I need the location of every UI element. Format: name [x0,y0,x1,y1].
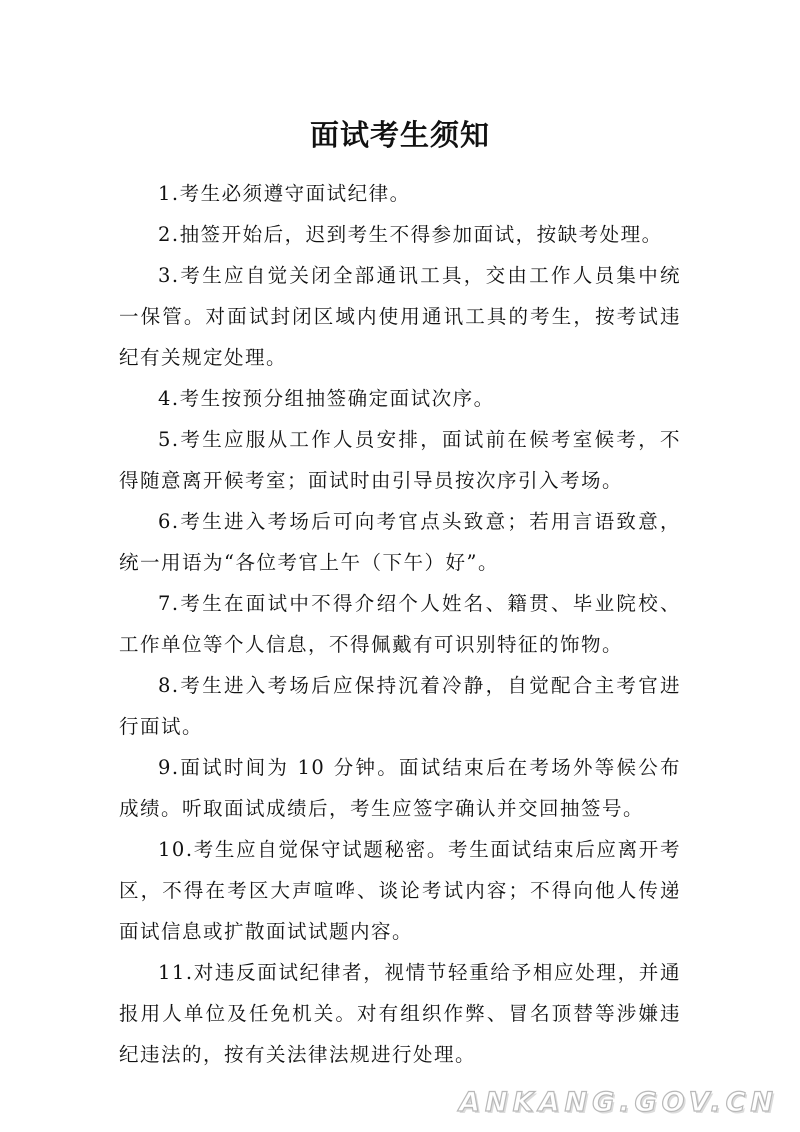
site-watermark: ANKANG.GOV.CN [459,1087,778,1118]
notice-list [119,173,681,1075]
notice-item-7: 7.考生在面试中不得介绍个人姓名、籍贯、毕业院校、工作单位等个人信息，不得佩戴有可识别特征的饰物。 [119,592,681,656]
notice-item-4: 4.考生按预分组抽签确定面试次序。 [158,387,495,410]
notice-item-6: 6.考生进入考场后可向考官点头致意；若用言语致意，统一用语为“各位考官上午（下午）好”。 [119,510,681,574]
notice-item-3: 3.考生应自觉关闭全部通讯工具，交由工作人员集中统一保管。对面试封闭区域内使用通讯工具的考生，按考试违纪有关规定处理。 [119,264,681,369]
notice-item-2: 2.抽签开始后，迟到考生不得参加面试，按缺考处理。 [158,223,663,246]
notice-item-1: 1.考生必须遵守面试纪律。 [158,182,411,205]
notice-item-9: 9.面试时间为 10 分钟。面试结束后在考场外等候公布成绩。听取面试成绩后，考生应签字确认并交回抽签号。 [119,756,681,820]
page-title: 面试考生须知 [309,118,490,153]
notice-item-5: 5.考生应服从工作人员安排，面试前在候考室候考，不得随意离开候考室；面试时由引导员按次序引入考场。 [119,428,681,492]
notice-item-11: 11.对违反面试纪律者，视情节轻重给予相应处理，并通报用人单位及任免机关。对有组织作弊、冒名顶替等涉嫌违纪违法的，按有关法律法规进行处理。 [119,961,681,1066]
notice-item-10: 10.考生应自觉保守试题秘密。考生面试结束后应离开考区，不得在考区大声喧哗、谈论考试内容；不得向他人传递面试信息或扩散面试试题内容。 [119,838,681,943]
notice-item-8: 8.考生进入考场后应保持沉着冷静，自觉配合主考官进行面试。 [119,674,681,738]
